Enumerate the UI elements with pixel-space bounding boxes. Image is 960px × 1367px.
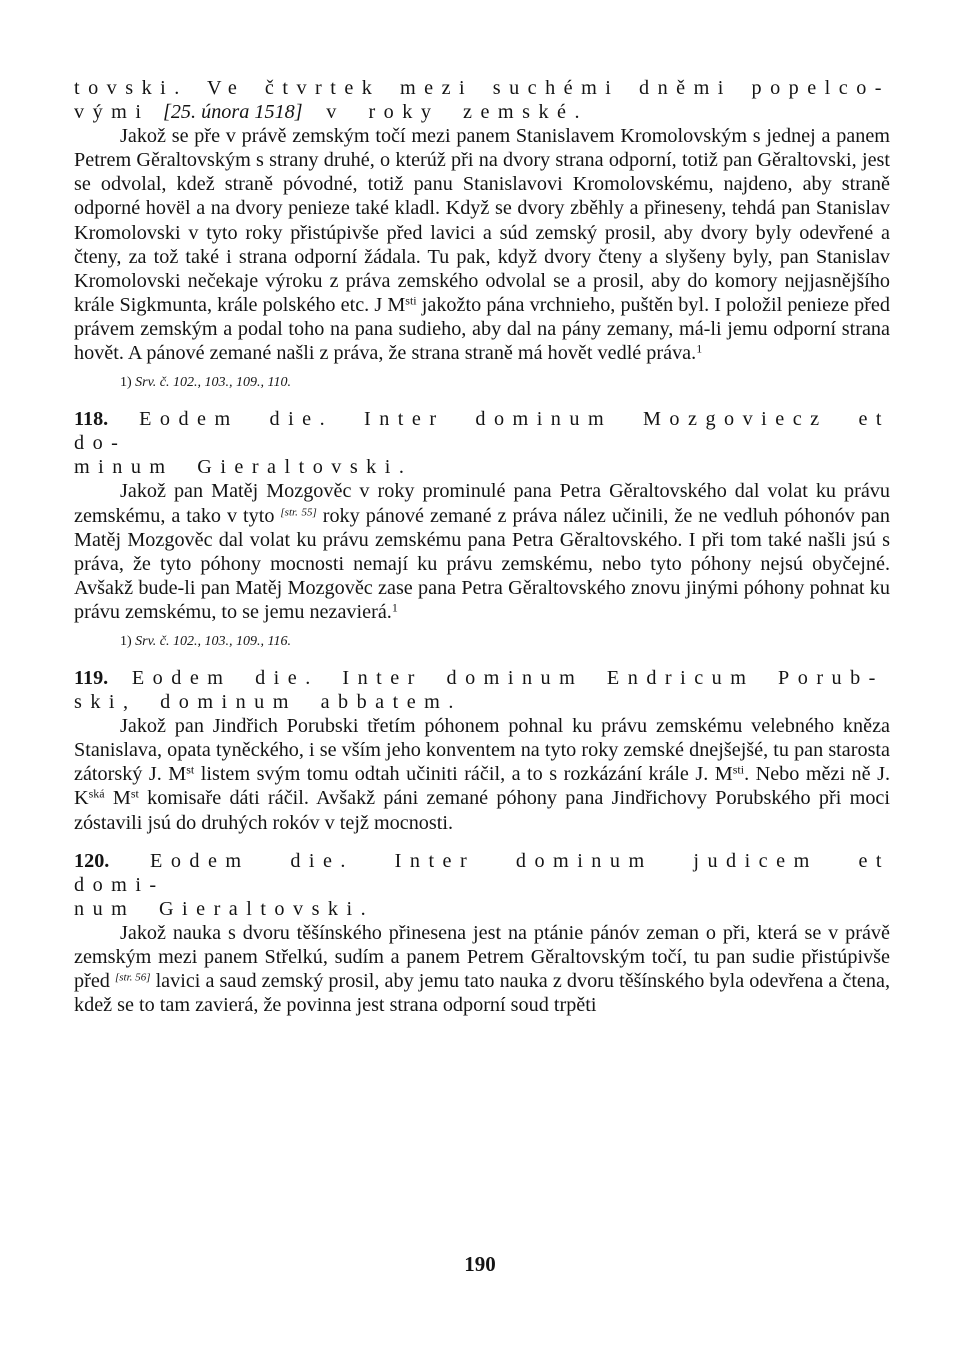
section-title-cont: ski, dominum abbatem.: [74, 691, 462, 714]
paragraph-text-3: . Nebo mězi ně J. K: [74, 763, 891, 810]
section-title-cont: num Gieraltovski.: [74, 897, 375, 920]
paragraph-text: Jakož nauka s dvoru těšínského přinesena jest na ptánie pánóv zeman o při, která se v právě zemským mezi panem Střelkú, sudím a panem Petrem Gěraltovským točí, tu pan sudie přistúpivše před: [74, 921, 890, 993]
section-118-heading-2: [74, 455, 890, 479]
continuation-text-b: vými: [74, 101, 163, 124]
page-number: 190: [464, 1252, 496, 1276]
continuation-line-1: [74, 76, 890, 100]
paragraph-text-4: M: [104, 787, 131, 810]
paragraph-text-end: lavici a saud zemský prosil, aby jemu tato nauka z dvoru těšínského byla odevřena a čtena, kdež se to tam zavierá, že povinna jest strana odporní soud trpěti: [74, 970, 890, 1017]
superscript: sti: [732, 762, 745, 777]
section-title: Eodem die. Inter dominum Mozgoviecz et do-: [74, 408, 890, 455]
section-number: 120.: [74, 849, 110, 872]
section-120-heading: [74, 849, 890, 897]
footnote-marker: 1: [391, 600, 398, 615]
footnote-1: [74, 373, 890, 393]
paragraph-text: Jakož se pře v právě zemským točí mezi panem Stanislavem Kromolovským s jednej a panem Petrem Gěraltovským s strany druhé, o kterúž při na dvory strana odporní, totiž pan Gěraltovski, jest se odvolal, kdež straně póvodné, totiž panu Stanislavovi Kromolovskému, najdeno, aby straně odporné hovël a na dvory penieze také kladl. Když se dvory zběhly a přineseny, tehdá pan Stanislav Kromolovski v tyto roky přistúpivše před lavici a súd zemský prosil, aby dvory byly odevřené a čteny, za tož také i strana odporní žádala. Tu pak, když dvory čteny a slyšeny byly, pan Stanislav Kromolovski nečekaje výroku z práva zemského odvolal se a prosil, aby do komory nejjasnějšího krále Sigkmunta, krále polského etc. J M: [74, 125, 890, 316]
page-reference: [str. 56]: [114, 971, 151, 984]
continuation-text-end: v roky zemské.: [302, 101, 589, 124]
footnote-2: [74, 632, 890, 652]
paragraph-119: [74, 714, 890, 834]
paragraph-118: [74, 479, 890, 624]
footnote-text: Srv. č. 102., 103., 109., 116.: [135, 633, 291, 649]
date-note: [25. února 1518]: [162, 101, 303, 124]
section-number: 118.: [74, 408, 109, 431]
section-number: 119.: [74, 666, 109, 689]
section-120-heading-2: [74, 897, 890, 921]
paragraph-text-end: komisaře dáti ráčil. Avšakž páni zemané póhony pana Jindřichovy Porubského při moci zóstavili jsú do druhých rokóv v tejž mocnosti.: [74, 787, 891, 834]
paragraph-120: [74, 921, 890, 1017]
superscript: ská: [88, 786, 105, 801]
paragraph-text-end: roky pánové zemané z práva nález učinili, že ne vedluh póhonóv pan Matěj Mozgověc dal volat ku právu zemskému pana Petra Gěraltovského. I při tom také našli jsú s práva, že tyto póhony mocnosti nemají ku právu zemskému, nebo tyto póhony nejsú obyčejné. Avšakž bude-li pan Matěj Mozgověc zase pana Petra Gěraltovského znovu jinými póhony pohnat ku právu zemskému, to se jemu nezavierá.: [74, 504, 890, 623]
footnote-text: Srv. č. 102., 103., 109., 110.: [135, 375, 291, 391]
section-118-heading: [74, 407, 890, 455]
paragraph-text: Jakož pan Jindřich Porubski třetím póhonem pohnal ku právu zemskému velebného kněza Stanislava, opata tyněckého, i se vším jeho konventem na tyto roky zemské dnejšejšé, tu pan starosta zátorský J. M: [74, 715, 890, 786]
section-119-heading: [74, 666, 890, 690]
footnote-mark: 1): [120, 375, 132, 391]
continuation-text: tovski. Ve čtvrtek mezi suchémi dněmi popelco-: [74, 77, 890, 99]
paragraph-117: [74, 124, 890, 365]
section-title: Eodem die. Inter dominum Endricum Porub-: [108, 666, 884, 689]
paragraph-text-end: jakožto pána vrchnieho, puštěn byl. I položil penieze před právem zemským a podal toho na pana sudieho, aby dal na pány zemany, má-li jemu odporní strana hovět. A pánové zemané našli z práva, že strana straně má hovět vedlé práva.: [74, 293, 890, 365]
document-page: [74, 76, 890, 1017]
paragraph-text: Jakož pan Matěj Mozgověc v roky prominulé pana Petra Gěraltovského dal volat ku právu zemskému, a tako v tyto: [74, 480, 890, 527]
page-reference: [str. 55]: [280, 505, 317, 518]
section-title: Eodem die. Inter dominum judicem et domi-: [74, 849, 890, 896]
section-title-cont: minum Gieraltovski.: [74, 456, 413, 479]
superscript: st: [130, 786, 139, 801]
superscript: st: [186, 762, 195, 777]
footnote-mark: 1): [120, 633, 132, 649]
section-119-heading-2: [74, 690, 890, 714]
continuation-line-2: [74, 100, 890, 124]
footnote-marker: 1: [696, 341, 703, 356]
superscript: sti: [405, 293, 417, 308]
paragraph-text-2: listem svým tomu odtah učiniti ráčil, a to s rozkázání krále J. M: [194, 763, 733, 786]
